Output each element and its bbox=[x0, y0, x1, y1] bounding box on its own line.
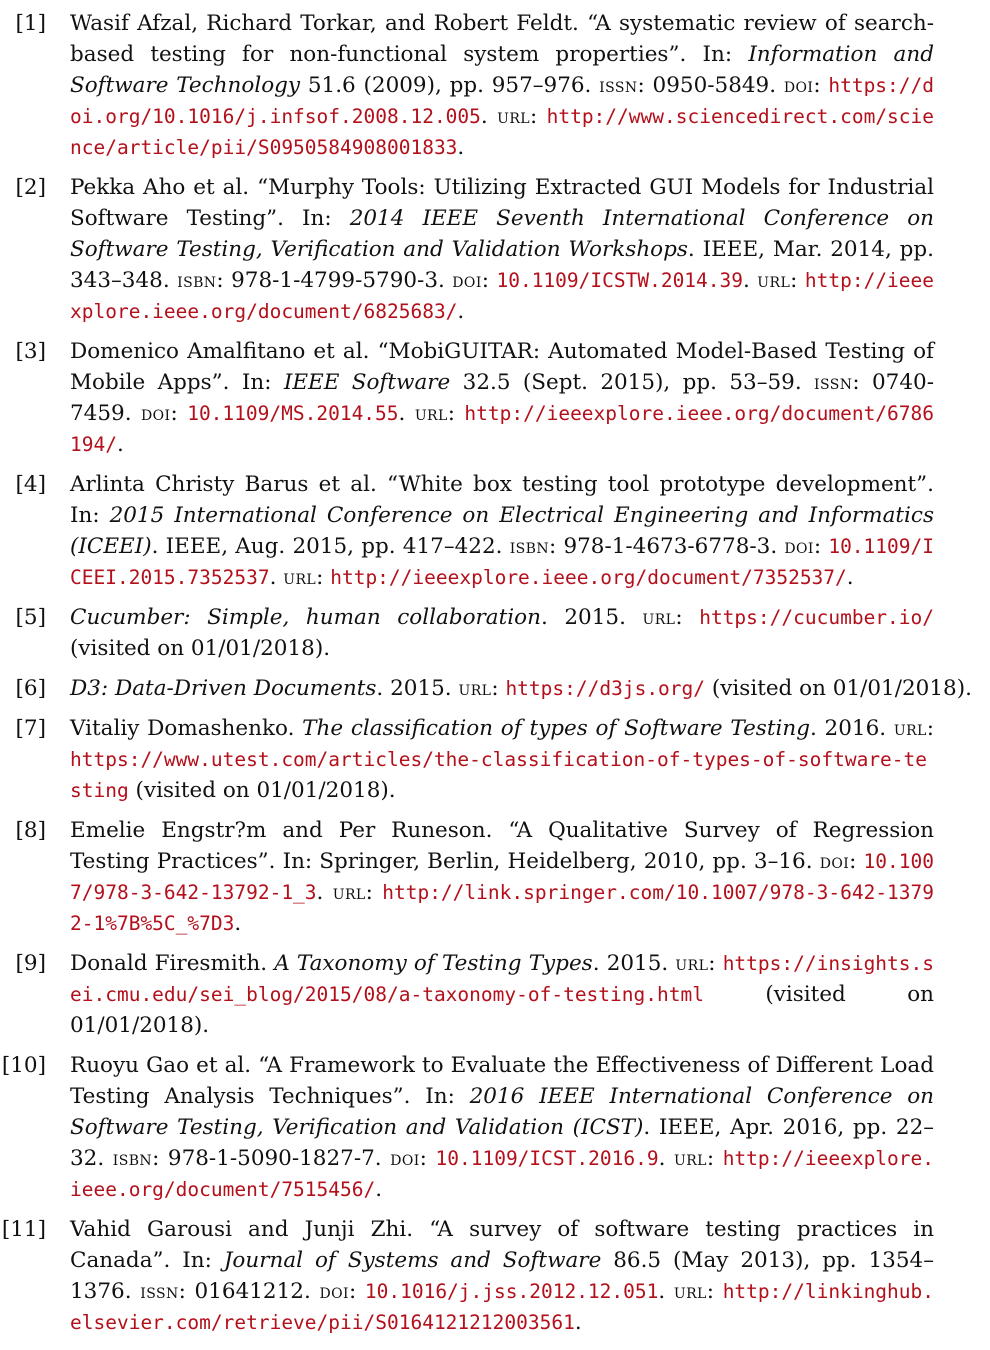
reference-title: “White box testing tool prototype development”. bbox=[387, 472, 934, 497]
reference-url-label: url bbox=[458, 676, 492, 700]
reference-title: “Murphy Tools: Utilizing Extracted GUI Models for Industrial Software Testing”. bbox=[70, 175, 935, 231]
reference-doi-label: doi bbox=[783, 73, 814, 97]
reference-label: [7] bbox=[15, 716, 46, 741]
reference-entry: [1] Wasif Afzal, Richard Torkar, and Robert Feldt. “A systematic review of search-based testing for non-functional system properties”. In: Information and Software Technology 51.6 (2009), pp. 957–976. issn: 0950-5849. doi: https://doi.org/10.1016/j.infsof.2008.12.005. url: http://www.sciencedirect.com/science/article/pii/S0950584908001833. bbox=[0, 8, 990, 163]
reference-venue: 2016 IEEE International Conference on Software Testing, Verification and Validation (ICST) bbox=[70, 1084, 934, 1140]
reference-url-label: url bbox=[642, 605, 676, 629]
reference-details: . 2015. bbox=[592, 951, 669, 976]
reference-visited: (visited on 01/01/2018). bbox=[711, 676, 972, 701]
reference-url-label: url bbox=[893, 716, 927, 740]
reference-id-value: : 978-1-4673-6778-3. bbox=[548, 534, 778, 559]
reference-url-link[interactable]: http://ieeexplore.ieee.org/document/7515456/ bbox=[70, 1147, 935, 1201]
reference-authors: Arlinta Christy Barus et al. bbox=[70, 472, 377, 497]
reference-id-label: issn bbox=[814, 370, 853, 394]
reference-url-link[interactable]: https://insights.sei.cmu.edu/sei_blog/2015/08/a-taxonomy-of-testing.html bbox=[70, 952, 935, 1006]
reference-details: . IEEE, Mar. 2014, pp. 343–348. bbox=[70, 237, 934, 293]
reference-doi-label: doi bbox=[784, 534, 814, 558]
reference-title: “A survey of software testing practices in Canada”. bbox=[70, 1217, 934, 1273]
reference-id-label: isbn bbox=[509, 534, 549, 558]
reference-url-label: url bbox=[757, 268, 791, 292]
reference-authors: Ruoyu Gao et al. bbox=[70, 1053, 252, 1078]
reference-label: [8] bbox=[15, 818, 46, 843]
reference-venue: The classification of types of Software Testing bbox=[302, 716, 810, 741]
reference-doi-link[interactable]: 10.1109/ICST.2016.9 bbox=[435, 1147, 659, 1170]
reference-doi-link[interactable]: 10.1109/MS.2014.55 bbox=[187, 402, 399, 425]
reference-id-label: issn bbox=[140, 1279, 179, 1303]
reference-entry: [8] Emelie Engstr?m and Per Runeson. “A Qualitative Survey of Regression Testing Practices”. In: Springer, Berlin, Heidelberg, 2010, pp. 3–16. doi: 10.1007/978-3-642-13792-1_3. url: http://link.springer.com/10.1007/978-3-642-13792-1%7B%5C_%7D3. bbox=[0, 815, 990, 939]
reference-id-label: isbn bbox=[177, 268, 217, 292]
reference-authors: Donald Firesmith. bbox=[70, 951, 268, 976]
reference-doi-label: doi bbox=[452, 268, 482, 292]
reference-entry: [4] Arlinta Christy Barus et al. “White box testing tool prototype development”. In: 2015 International Conference on Electrical Engineering and Informatics (ICEEI). IEEE, Aug. 2015, pp. 417–422. isbn: 978-1-4673-6778-3. doi: 10.1109/ICEEI.2015.7352537. url: http://ieeexplore.ieee.org/document/7352537/. bbox=[0, 469, 990, 593]
reference-in-prefix: In: bbox=[702, 42, 733, 67]
bibliography bbox=[0, 8, 990, 1347]
reference-label: [5] bbox=[15, 605, 46, 630]
reference-label: [4] bbox=[15, 472, 46, 497]
reference-id-value: : 978-1-4799-5790-3. bbox=[216, 268, 445, 293]
reference-authors: Wasif Afzal, Richard Torkar, and Robert Feldt. bbox=[70, 11, 579, 36]
reference-label: [11] bbox=[1, 1217, 46, 1242]
reference-in-prefix: In: bbox=[70, 503, 100, 528]
reference-url-link[interactable]: https://cucumber.io/ bbox=[699, 606, 935, 629]
reference-entry: [11] Vahid Garousi and Junji Zhi. “A survey of software testing practices in Canada”. In: Journal of Systems and Software 86.5 (May 2013), pp. 1354–1376. issn: 01641212. doi: 10.1016/j.jss.2012.12.051. url: http://linkinghub.elsevier.com/retrieve/pii/S0164121212003561. bbox=[0, 1214, 990, 1338]
reference-id-label: isbn bbox=[112, 1146, 153, 1170]
reference-venue: 2015 International Conference on Electrical Engineering and Informatics (ICEEI) bbox=[70, 503, 934, 559]
reference-venue: IEEE Software bbox=[283, 370, 451, 395]
reference-entry: [9] Donald Firesmith. A Taxonomy of Testing Types. 2015. url: https://insights.sei.cmu.edu/sei_blog/2015/08/a-taxonomy-of-testing.html (visited on 01/01/2018). bbox=[0, 948, 990, 1041]
reference-label: [3] bbox=[15, 339, 46, 364]
reference-entry: [7] Vitaliy Domashenko. The classification of types of Software Testing. 2016. url: https://www.utest.com/articles/the-classification-of-types-of-software-testing (visited on 01/01/2018). bbox=[0, 713, 990, 806]
reference-venue: Journal of Systems and Software bbox=[223, 1248, 602, 1273]
reference-details: 51.6 (2009), pp. 957–976. bbox=[307, 73, 592, 98]
reference-title: “A Qualitative Survey of Regression Testing Practices”. bbox=[70, 818, 934, 874]
reference-label: [9] bbox=[15, 951, 46, 976]
reference-authors: Vitaliy Domashenko. bbox=[70, 716, 295, 741]
reference-in-prefix: In: bbox=[425, 1084, 455, 1109]
reference-doi-label: doi bbox=[141, 401, 171, 425]
reference-url-label: url bbox=[497, 104, 530, 128]
reference-url-link[interactable]: http://ieeexplore.ieee.org/document/6786194/ bbox=[70, 402, 935, 456]
reference-url-link[interactable]: https://www.utest.com/articles/the-classification-of-types-of-software-testing bbox=[70, 748, 928, 802]
reference-venue: A Taxonomy of Testing Types bbox=[274, 951, 593, 976]
reference-details: . 2015. bbox=[540, 605, 626, 630]
reference-details: . 2016. bbox=[809, 716, 887, 741]
reference-details: . 2015. bbox=[376, 676, 452, 701]
reference-entry: [2] Pekka Aho et al. “Murphy Tools: Utilizing Extracted GUI Models for Industrial Software Testing”. In: 2014 IEEE Seventh International Conference on Software Testing, Verification and Validation Workshops. IEEE, Mar. 2014, pp. 343–348. isbn: 978-1-4799-5790-3. doi: 10.1109/ICSTW.2014.39. url: http://ieeexplore.ieee.org/document/6825683/. bbox=[0, 172, 990, 327]
reference-authors: Vahid Garousi and Junji Zhi. bbox=[70, 1217, 414, 1242]
reference-label: [2] bbox=[15, 175, 46, 200]
reference-url-link[interactable]: http://linkinghub.elsevier.com/retrieve/pii/S0164121212003561 bbox=[70, 1280, 935, 1334]
reference-title: “MobiGUITAR: Automated Model-Based Testing of Mobile Apps”. bbox=[70, 339, 934, 395]
reference-id-label: issn bbox=[599, 73, 638, 97]
reference-in-prefix: In: bbox=[241, 370, 272, 395]
reference-url-label: url bbox=[332, 880, 366, 904]
reference-url-label: url bbox=[414, 401, 448, 425]
reference-venue: Information and Software Technology bbox=[70, 42, 934, 98]
reference-doi-link[interactable]: 10.1109/ICSTW.2014.39 bbox=[496, 269, 744, 292]
reference-label: [6] bbox=[15, 676, 46, 701]
reference-url-link[interactable]: http://ieeexplore.ieee.org/document/7352537/ bbox=[330, 566, 847, 589]
reference-details: . IEEE, Apr. 2016, pp. 22–32. bbox=[70, 1115, 934, 1171]
reference-id-value: : 01641212. bbox=[178, 1279, 311, 1304]
reference-doi-link[interactable]: 10.1007/978-3-642-13792-1_3 bbox=[70, 850, 934, 904]
reference-doi-link[interactable]: https://doi.org/10.1016/j.infsof.2008.12.005 bbox=[70, 74, 935, 128]
reference-in-prefix: In: bbox=[182, 1248, 212, 1273]
reference-url-link[interactable]: https://d3js.org/ bbox=[505, 677, 706, 700]
reference-venue: Cucumber: Simple, human collaboration bbox=[70, 605, 541, 630]
reference-details: In: Springer, Berlin, Heidelberg, 2010, pp. 3–16. bbox=[282, 849, 813, 874]
reference-label: [10] bbox=[1, 1053, 46, 1078]
reference-entry: [6] D3: Data-Driven Documents. 2015. url: https://d3js.org/ (visited on 01/01/2018). bbox=[0, 673, 990, 704]
reference-label: [1] bbox=[15, 11, 46, 36]
reference-visited: (visited on 01/01/2018). bbox=[70, 982, 934, 1038]
reference-in-prefix: In: bbox=[302, 206, 332, 231]
reference-details: 32.5 (Sept. 2015), pp. 53–59. bbox=[462, 370, 802, 395]
reference-authors: Emelie Engstr?m and Per Runeson. bbox=[70, 818, 493, 843]
reference-id-value: : 978-1-5090-1827-7. bbox=[152, 1146, 382, 1171]
reference-details: . IEEE, Aug. 2015, pp. 417–422. bbox=[151, 534, 503, 559]
reference-venue: 2014 IEEE Seventh International Conference on Software Testing, Verification and Validation Workshops bbox=[70, 206, 934, 262]
reference-entry: [3] Domenico Amalfitano et al. “MobiGUITAR: Automated Model-Based Testing of Mobile Apps”. In: IEEE Software 32.5 (Sept. 2015), pp. 53–59. issn: 0740-7459. doi: 10.1109/MS.2014.55. url: http://ieeexplore.ieee.org/document/6786194/. bbox=[0, 336, 990, 460]
reference-url-link[interactable]: http://link.springer.com/10.1007/978-3-642-13792-1%7B%5C_%7D3 bbox=[70, 881, 935, 935]
reference-doi-label: doi bbox=[819, 849, 850, 873]
reference-url-label: url bbox=[283, 565, 317, 589]
reference-doi-label: doi bbox=[319, 1279, 349, 1303]
reference-doi-label: doi bbox=[390, 1146, 420, 1170]
reference-url-label: url bbox=[675, 951, 709, 975]
reference-venue: D3: Data-Driven Documents bbox=[70, 676, 377, 701]
reference-visited: (visited on 01/01/2018). bbox=[135, 778, 396, 803]
reference-entry: [5] Cucumber: Simple, human collaboration. 2015. url: https://cucumber.io/ (visited on 01/01/2018). bbox=[0, 602, 990, 664]
reference-details: 86.5 (May 2013), pp. 1354–1376. bbox=[70, 1248, 934, 1304]
reference-entry: [10] Ruoyu Gao et al. “A Framework to Evaluate the Effectiveness of Different Load Testing Analysis Techniques”. In: 2016 IEEE International Conference on Software Testing, Verification and Validation (ICST). IEEE, Apr. 2016, pp. 22–32. isbn: 978-1-5090-1827-7. doi: 10.1109/ICST.2016.9. url: http://ieeexplore.ieee.org/document/7515456/. bbox=[0, 1050, 990, 1205]
reference-authors: Domenico Amalfitano et al. bbox=[70, 339, 370, 364]
reference-id-value: : 0740-7459. bbox=[70, 370, 934, 426]
reference-authors: Pekka Aho et al. bbox=[70, 175, 250, 200]
reference-title: “A systematic review of search-based testing for non-functional system properties”. bbox=[70, 11, 934, 67]
reference-url-label: url bbox=[673, 1146, 707, 1170]
reference-visited: (visited on 01/01/2018). bbox=[70, 636, 331, 661]
reference-title: “A Framework to Evaluate the Effectiveness of Different Load Testing Analysis Techniques”. bbox=[70, 1053, 934, 1109]
reference-url-link[interactable]: http://ieeexplore.ieee.org/document/6825683/ bbox=[70, 269, 935, 323]
reference-url-link[interactable]: http://www.sciencedirect.com/science/article/pii/S0950584908001833 bbox=[70, 105, 935, 159]
reference-url-label: url bbox=[673, 1279, 707, 1303]
reference-doi-link[interactable]: 10.1109/ICEEI.2015.7352537 bbox=[70, 535, 934, 589]
reference-id-value: : 0950-5849. bbox=[637, 73, 777, 98]
reference-doi-link[interactable]: 10.1016/j.jss.2012.12.051 bbox=[364, 1280, 659, 1303]
